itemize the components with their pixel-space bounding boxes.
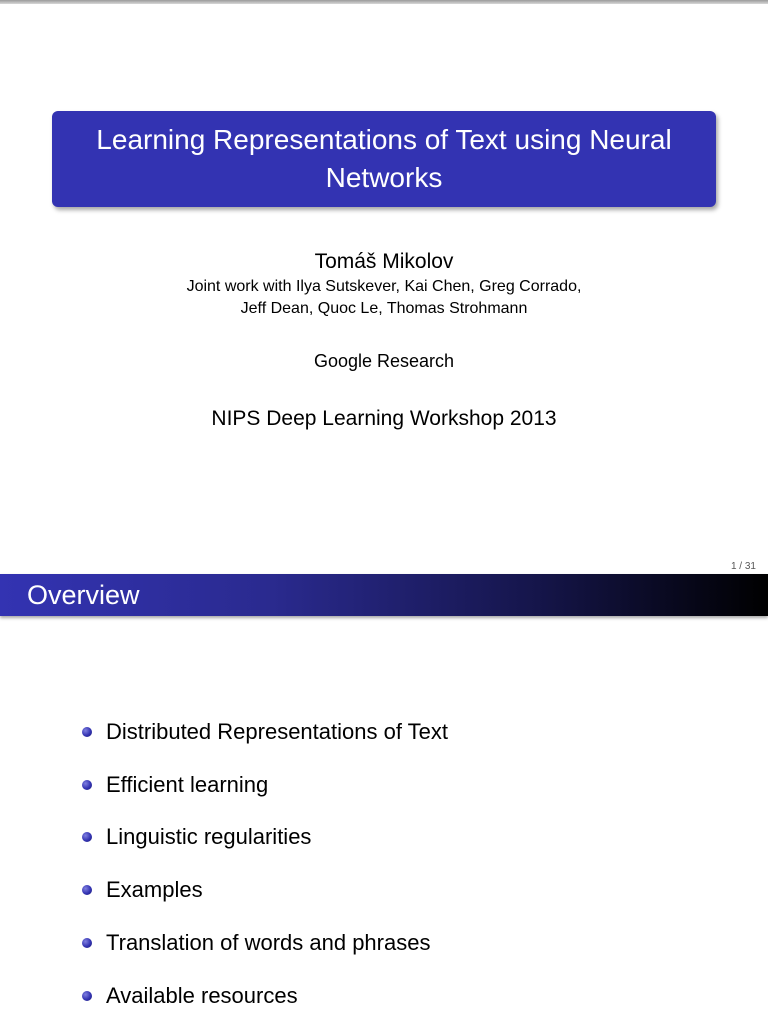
slide-number: 1 / 31 xyxy=(730,561,756,572)
frame-title: Overview xyxy=(27,580,140,610)
institute: Google Research xyxy=(313,351,455,371)
bullet-icon xyxy=(82,780,92,790)
list-item xyxy=(82,769,722,801)
list-item xyxy=(82,821,722,853)
list-item-text: Available resources xyxy=(106,983,298,1008)
list-item xyxy=(82,980,722,1012)
bullet-icon xyxy=(82,832,92,842)
list-item xyxy=(82,927,722,959)
coauthors-line-1: Joint work with Ilya Sutskever, Kai Chen, Greg Corrado, xyxy=(186,278,582,295)
presentation-title: Learning Representations of Text using Neural Networks xyxy=(96,124,672,193)
frame-title-bar xyxy=(0,574,768,616)
bullet-icon xyxy=(82,885,92,895)
list-item-text: Examples xyxy=(106,877,203,902)
bullet-icon xyxy=(82,991,92,1001)
bullet-icon xyxy=(82,727,92,737)
title-slide xyxy=(0,4,768,574)
title-block xyxy=(52,111,716,207)
overview-slide xyxy=(0,574,768,1024)
list-item xyxy=(82,716,722,748)
coauthors xyxy=(0,276,768,320)
list-item-text: Distributed Representations of Text xyxy=(106,719,448,744)
list-item-text: Translation of words and phrases xyxy=(106,930,431,955)
coauthors-line-2: Jeff Dean, Quoc Le, Thomas Strohmann xyxy=(240,300,528,317)
list-item-text: Linguistic regularities xyxy=(106,824,312,849)
list-item-text: Efficient learning xyxy=(106,772,269,797)
list-item xyxy=(82,874,722,906)
author-name: Tomáš Mikolov xyxy=(314,250,454,273)
event-name: NIPS Deep Learning Workshop 2013 xyxy=(211,407,557,430)
bullet-icon xyxy=(82,938,92,948)
